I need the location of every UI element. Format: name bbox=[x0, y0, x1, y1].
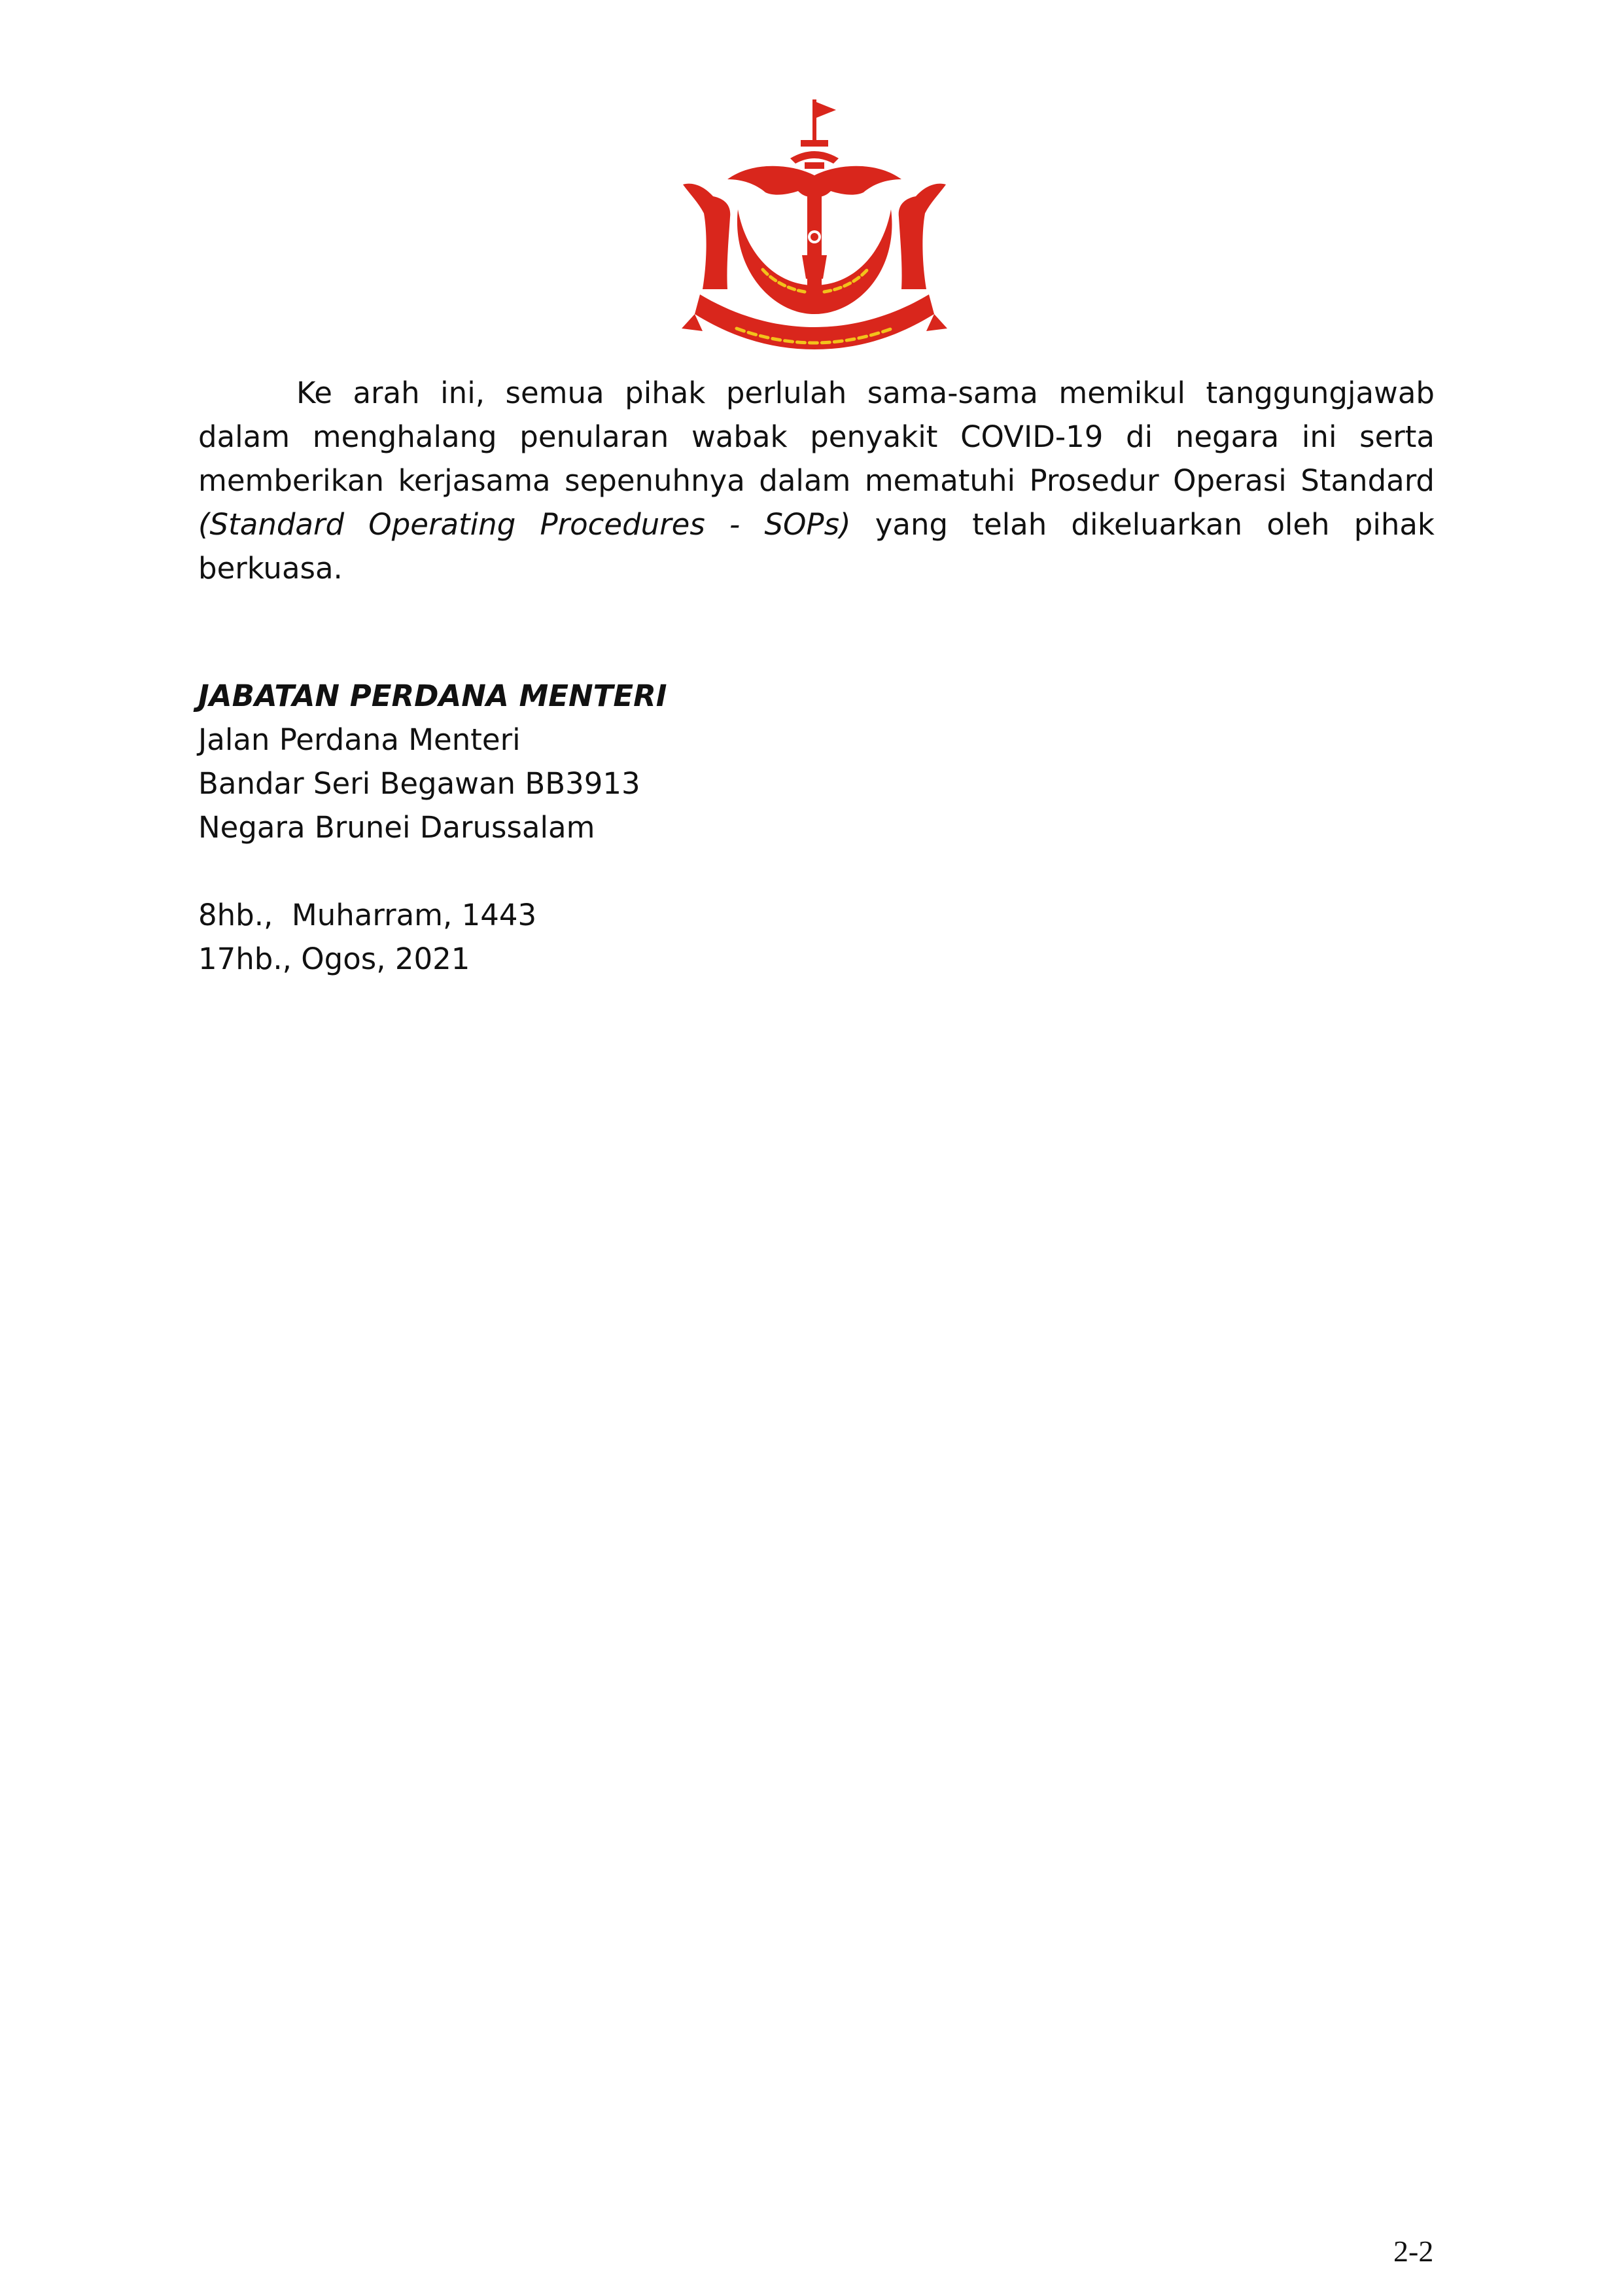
paragraph-text-end: yang telah dikeluarkan oleh pihak berkuasa. bbox=[198, 507, 1435, 586]
sender-organization: JABATAN PERDANA MENTERI bbox=[198, 679, 667, 713]
brunei-crest-icon bbox=[674, 98, 955, 357]
sender-address-line-1: Jalan Perdana Menteri bbox=[198, 722, 521, 757]
paragraph-text-start: Ke arah ini, semua pihak perlulah sama-sama memikul tanggungjawab dalam menghalang penularan wabak penyakit COVID-19 di negara ini serta memberikan kerjasama sepenuhnya dalam mematuhi Prosedur Operasi Standard bbox=[198, 376, 1435, 498]
page-number: 2-2 bbox=[1393, 2234, 1434, 2268]
body-paragraph bbox=[198, 371, 1435, 590]
sender-block bbox=[198, 674, 667, 849]
sender-address-line-3: Negara Brunei Darussalam bbox=[198, 810, 595, 845]
gregorian-date: 17hb., Ogos, 2021 bbox=[198, 942, 470, 976]
date-block bbox=[198, 893, 536, 981]
hijri-date: 8hb., Muharram, 1443 bbox=[198, 898, 537, 932]
paragraph-text-italic: (Standard Operating Procedures - SOPs) bbox=[198, 507, 851, 542]
sender-address-line-2: Bandar Seri Begawan BB3913 bbox=[198, 766, 640, 801]
